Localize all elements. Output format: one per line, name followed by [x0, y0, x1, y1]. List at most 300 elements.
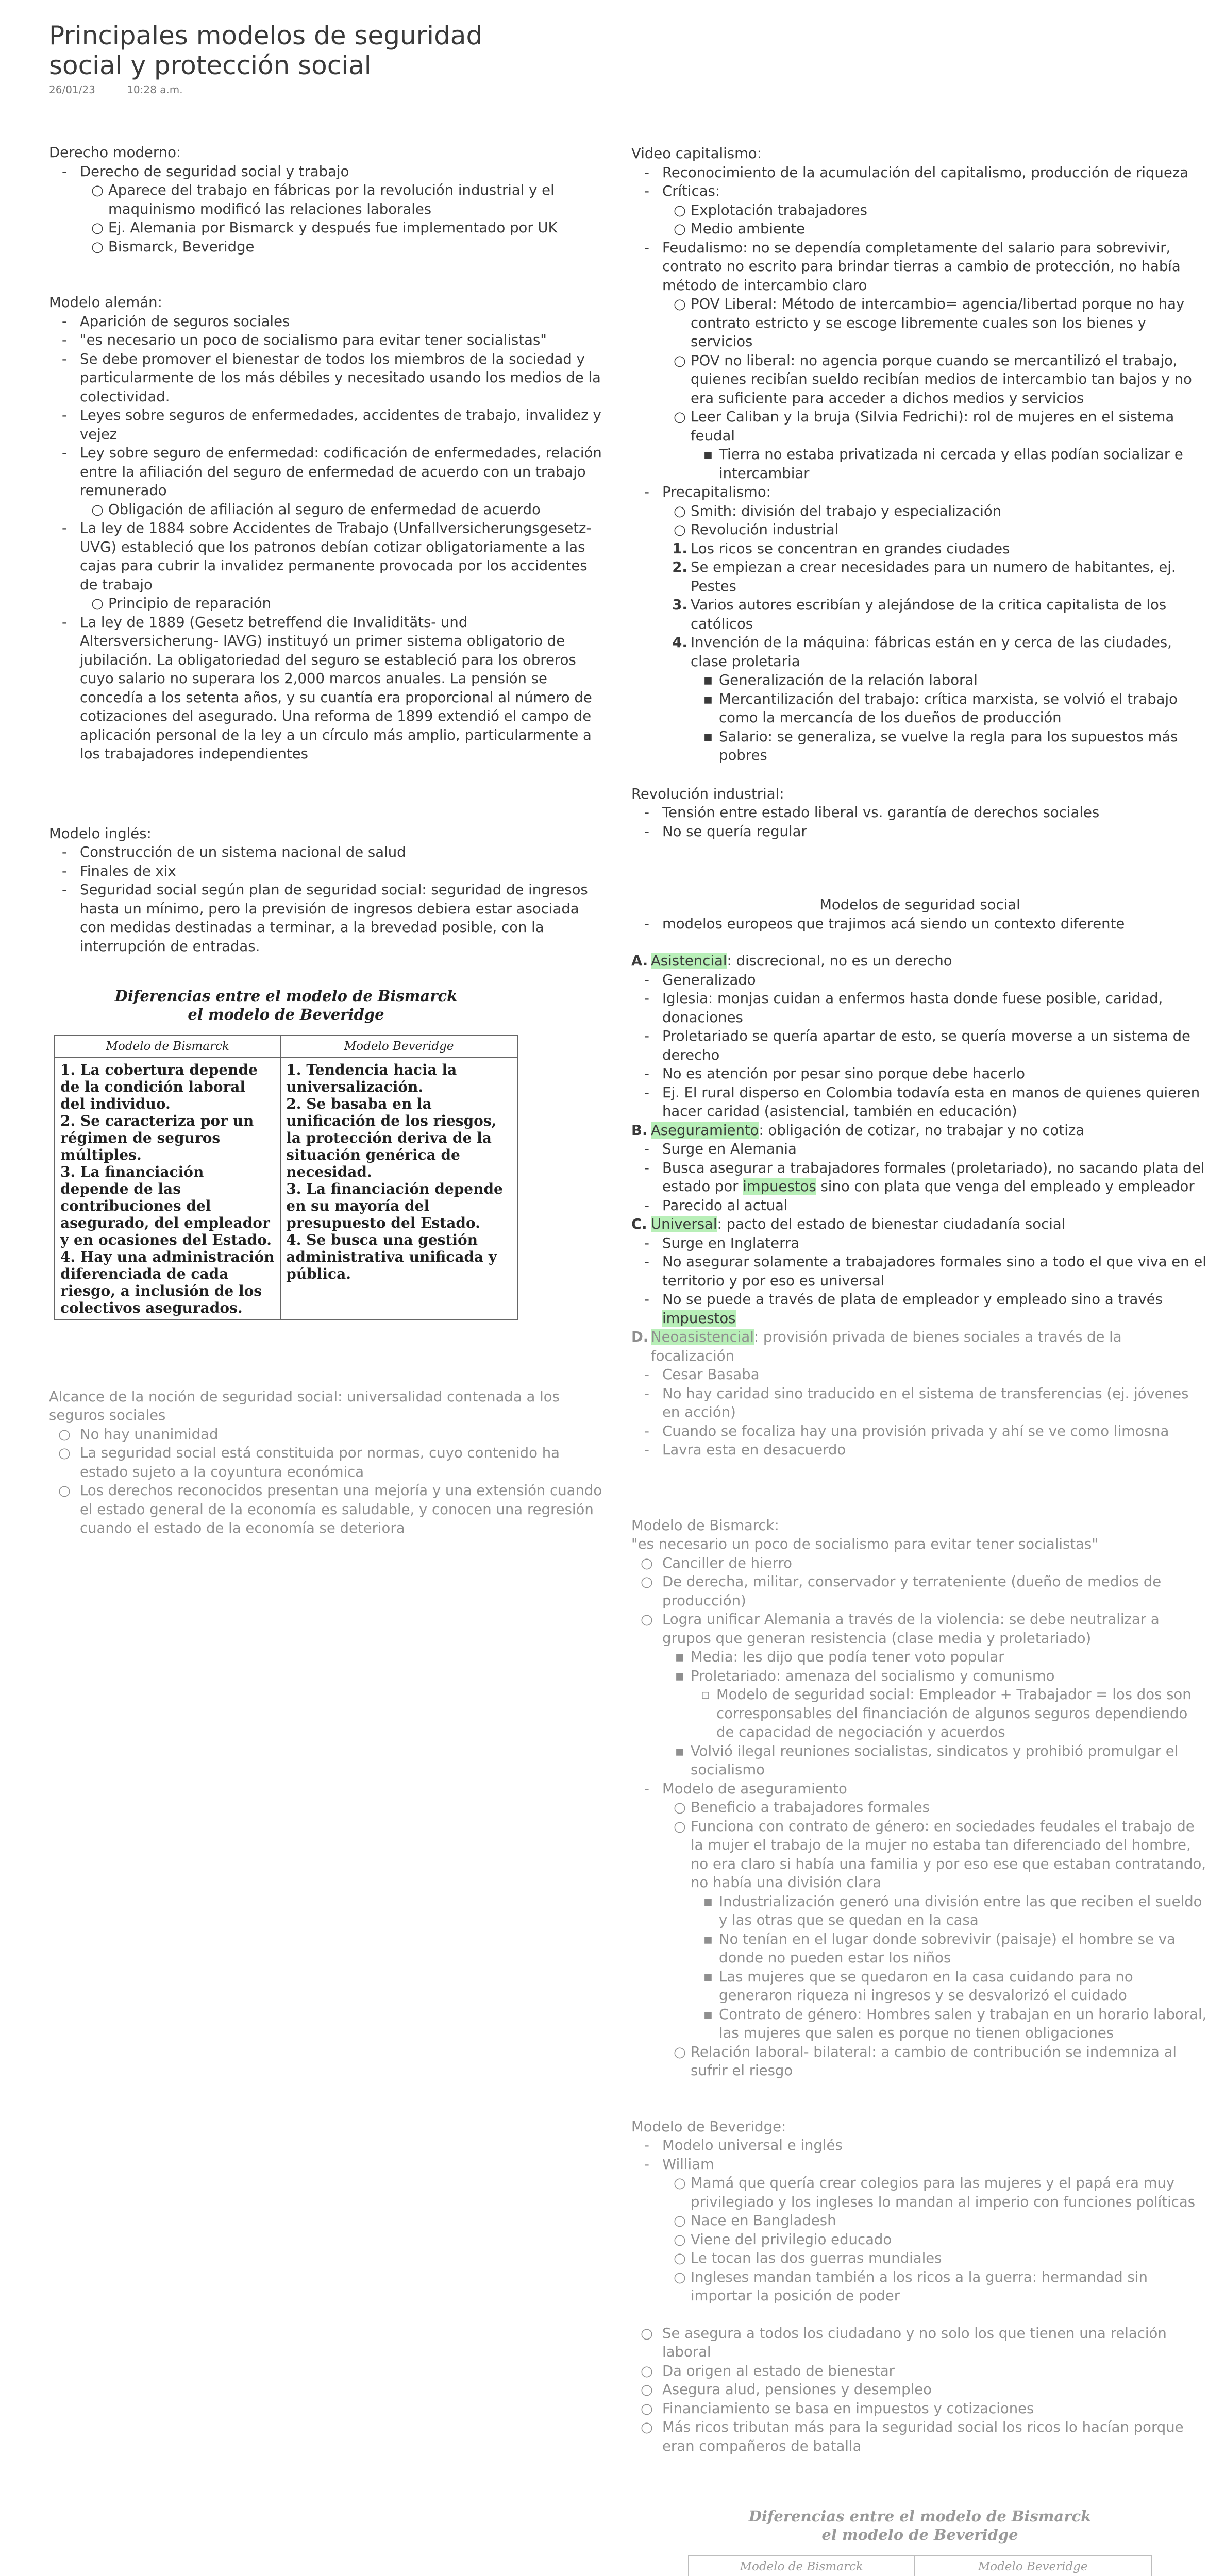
model-letter: C.: [631, 1216, 647, 1232]
model-heading: [631, 1215, 1209, 1234]
bullet-list: [49, 843, 603, 956]
nested-list: [691, 1892, 1212, 2043]
section-heading: Modelo de Beveridge:: [631, 2118, 786, 2135]
list-item-text: Principio de reparación: [108, 595, 272, 612]
list-item: [58, 1425, 603, 1444]
page-title: Principales modelos de seguridad social y protección social: [49, 21, 483, 80]
section-heading: Modelo inglés:: [49, 825, 152, 842]
bullet-marker: 2.: [672, 559, 687, 575]
section-heading: Revolución industrial:: [631, 785, 784, 802]
section-derecho-moderno: [49, 143, 603, 256]
list-item: [675, 1648, 1209, 1667]
list-item: [644, 2136, 1209, 2155]
bullet-marker: ▫: [700, 1686, 711, 1703]
list-item: [644, 822, 1209, 841]
section-heading: Modelo alemán:: [49, 294, 162, 311]
list-item-text: "es necesario un poco de socialismo para evitar tener socialistas": [80, 332, 547, 348]
section-heading: Video capitalismo:: [631, 145, 762, 162]
list-item-text: Ej. Alemania por Bismarck y después fue implementado por UK: [108, 219, 558, 236]
inline-highlight: impuestos: [743, 1178, 816, 1195]
list-item-text: William: [662, 2156, 714, 2173]
list-item-text: Aparece del trabajo en fábricas por la revolución industrial y el maquinismo modificó las relaciones laborales: [108, 182, 559, 217]
section-heading: Derecho moderno:: [49, 144, 181, 161]
list-item-text: Los derechos reconocidos presentan una mejoría y una extensión cuando el estado general de la economía es saludable, y conocen una regresión cuando el estado de la economía se deteriora: [80, 1482, 607, 1536]
model-section: [631, 1215, 1209, 1328]
table-cell-beveridge: 1. Tendencia hacia la universalización. 2. Se basaba en la unificación de los riesgos, la protección deriva de la situación genérica de necesidad. 3. La financiación depende en su mayoría del presupuesto del Estado. 4. Se busca una gestión administrativa unificada y pública.: [280, 1058, 517, 1320]
bullet-marker: ▪: [675, 1667, 685, 1684]
left-column: [49, 143, 607, 1538]
bullet-marker: -: [644, 971, 649, 988]
bullet-list: [49, 1425, 607, 1538]
section-modelos-seguridad-social: [631, 895, 1209, 1460]
list-item-text: Reconocimiento de la acumulación del capitalismo, producción de riqueza: [662, 164, 1189, 181]
comparison-figure-2: [631, 2507, 1209, 2576]
list-item-text: Leer Caliban y la bruja (Silvia Fedrichi): rol de mujeres en el sistema feudal: [691, 409, 1179, 444]
list-item-text: Las mujeres que se quedaron en la casa cuidando para no generaron riqueza ni ingresos y se desvalorizó el cuidado: [719, 1968, 1138, 2004]
bullet-marker: -: [644, 1084, 649, 1101]
list-item: [674, 1817, 1212, 2043]
list-item: [644, 1440, 1209, 1460]
list-item: [91, 218, 603, 238]
model-description: : provisión privada de bienes sociales a través de la focalización: [651, 1329, 1122, 1364]
list-item: [62, 862, 603, 881]
list-item: [641, 2324, 1209, 2362]
model-description: : obligación de cotizar, no trabajar y no cotiza: [759, 1122, 1085, 1139]
list-item-text: Se debe promover el bienestar de todos los miembros de la sociedad y particularmente de los más débiles y necesitado usando los medios de la colectividad.: [80, 350, 606, 405]
list-item: [644, 1083, 1209, 1121]
nested-list: [662, 295, 1209, 483]
bullet-marker: ▪: [675, 1742, 685, 1759]
list-item-text: Medio ambiente: [691, 221, 806, 237]
list-item: [91, 238, 603, 257]
list-item: [62, 331, 603, 350]
bullet-marker: ○: [91, 182, 104, 198]
model-letter: A.: [631, 953, 648, 969]
list-item-text: La seguridad social está constituida por normas, cuyo contenido ha estado sujeto a la coyuntura económica: [80, 1445, 564, 1480]
bullet-marker: -: [62, 445, 67, 461]
list-item: [62, 312, 603, 331]
bullet-marker: -: [62, 407, 67, 423]
list-item-text: Ej. El rural disperso en Colombia todavía esta en manos de quienes quieren hacer caridad (asistencial, también en educación): [662, 1084, 1204, 1120]
list-item: [91, 181, 603, 218]
section-heading: Modelos de seguridad social: [819, 896, 1020, 913]
list-item: [644, 239, 1209, 483]
list-item-text: Seguridad social según plan de seguridad social: seguridad de ingresos hasta un mínimo, pero la previsión de ingresos debiera estar asociada con medidas destinadas a terminar, a la brevedad posible, con la interrupción de entradas.: [80, 882, 593, 955]
bullet-list: [631, 1554, 1209, 1780]
bullet-marker: ○: [674, 409, 686, 425]
bullet-marker: -: [62, 862, 67, 879]
list-item-text: Generalización de la relación laboral: [719, 672, 978, 688]
model-description: : discrecional, no es un derecho: [727, 953, 952, 969]
list-item: [62, 350, 606, 406]
bullet-marker: ▪: [675, 1649, 685, 1665]
bullet-marker: -: [644, 1291, 649, 1308]
list-item-text: Surge en Inglaterra: [662, 1234, 800, 1251]
bullet-marker: -: [62, 350, 67, 367]
list-item: [674, 219, 1209, 239]
list-item: [700, 1685, 1209, 1742]
list-item: [674, 2249, 1209, 2268]
inline-highlight: impuestos: [662, 1310, 736, 1327]
list-item-text: Mamá que quería crear colegios para las mujeres y el papá era muy privilegiado y los ingleses lo mandan al imperio con funciones políticas: [691, 2175, 1196, 2210]
bullet-marker: -: [644, 1253, 649, 1270]
nested-list: [662, 502, 1209, 765]
bullet-marker: ○: [641, 2419, 653, 2435]
list-item: [641, 2418, 1209, 2455]
list-item-text: Leyes sobre seguros de enfermedades, accidentes de trabajo, invalidez y vejez: [80, 407, 606, 443]
bullet-marker: ○: [674, 296, 686, 312]
list-item-text: POV Liberal: Método de intercambio= agencia/libertad porque no hay contrato estricto y se escoge libremente cuales son los bienes y servicios: [691, 296, 1189, 350]
list-item-text: Derecho de seguridad social y trabajo: [80, 163, 349, 180]
list-item-text: No se puede a través de plata de empleador y empleado sino a través impuestos: [662, 1291, 1167, 1327]
list-item: [644, 914, 1209, 934]
section-modelo-aleman: [49, 293, 607, 764]
list-item: [644, 1422, 1209, 1441]
bullet-marker: ▪: [703, 2006, 713, 2023]
bullet-marker: -: [644, 239, 649, 256]
list-item: [703, 1892, 1209, 1930]
list-item-text: No hay unanimidad: [80, 1426, 219, 1443]
list-item-text: Modelo de aseguramiento: [662, 1780, 847, 1797]
bullet-marker: ○: [674, 502, 686, 519]
list-item: [703, 1968, 1209, 2005]
model-heading: [631, 1328, 1209, 1365]
table-header-bismarck: Modelo de Bismarck: [55, 1036, 280, 1058]
list-item: [58, 1444, 603, 1481]
bullet-marker: ▪: [703, 690, 713, 707]
list-item-text: Feudalismo: no se dependía completamente del salario para sobrevivir, contrato no escrito para brindar tierras a cambio de protección, no había método de intercambio claro: [662, 239, 1185, 294]
list-item-text: Los ricos se concentran en grandes ciudades: [691, 540, 1010, 557]
list-item: [644, 989, 1209, 1027]
list-item: [644, 1196, 1209, 1215]
list-item: [62, 843, 603, 862]
list-item: [703, 727, 1209, 765]
nested-list: [80, 594, 603, 613]
bullet-marker: ▪: [703, 672, 713, 688]
table-header-beveridge: Modelo Beveridge: [914, 2556, 1151, 2576]
list-item-text: Precapitalismo:: [662, 484, 771, 500]
list-item-text: Construcción de un sistema nacional de salud: [80, 844, 406, 860]
list-item: [644, 2155, 1209, 2306]
bullet-marker: ○: [674, 1818, 686, 1835]
list-item: [703, 671, 1209, 690]
bullet-marker: -: [644, 1141, 649, 1157]
bullet-marker: ○: [674, 2231, 686, 2248]
section-modelo-bismarck: [631, 1516, 1212, 2080]
list-item-text: De derecha, militar, conservador y terrateniente (dueño de medios de producción): [662, 1573, 1166, 1609]
list-item: [674, 2230, 1209, 2249]
list-item-text: Varios autores escribían y alejándose de la critica capitalista de los católicos: [691, 597, 1171, 632]
list-item: [91, 500, 603, 519]
bullet-marker: -: [644, 2137, 649, 2154]
bullet-marker: -: [62, 163, 67, 180]
nested-list: [662, 1798, 1212, 2080]
bullet-marker: -: [644, 990, 649, 1007]
list-item-text: Proletariado: amenaza del socialismo y comunismo: [691, 1667, 1055, 1684]
list-item: [644, 1780, 1212, 2080]
list-item-text: Iglesia: monjas cuidan a enfermos hasta donde fuese posible, caridad, donaciones: [662, 990, 1168, 1026]
list-item-text: Asegura alud, pensiones y desempleo: [662, 2381, 932, 2398]
model-section: [631, 1328, 1209, 1460]
bullet-marker: ○: [91, 501, 104, 518]
list-item: [62, 162, 603, 257]
list-item: [672, 539, 1209, 558]
list-item: [644, 1027, 1209, 1064]
list-item: [674, 351, 1209, 408]
list-item: [644, 163, 1209, 182]
bullet-marker: -: [62, 332, 67, 348]
list-item-text: No es atención por pesar sino porque debe hacerlo: [662, 1065, 1025, 1082]
bullet-marker: ○: [641, 1554, 653, 1571]
bullet-marker: ○: [674, 521, 686, 538]
nested-list: [662, 2174, 1209, 2306]
bullet-marker: ○: [674, 221, 686, 237]
bullet-marker: ○: [674, 2268, 686, 2285]
list-item: [703, 2005, 1212, 2043]
model-section: [631, 1121, 1209, 1215]
list-item: [644, 1234, 1209, 1253]
section-heading: Modelo de Bismarck:: [631, 1517, 779, 1534]
list-item: [644, 1365, 1209, 1384]
list-item-text: Le tocan las dos guerras mundiales: [691, 2250, 942, 2266]
model-label-highlight: Universal: [651, 1216, 717, 1232]
list-item-text: Ingleses mandan también a los ricos a la guerra: hermandad sin importar la posición de poder: [691, 2268, 1152, 2304]
list-item: [641, 2399, 1209, 2418]
bullet-marker: ○: [91, 238, 104, 255]
bullet-marker: -: [644, 164, 649, 181]
models-list: [631, 952, 1209, 1460]
list-item-text: Relación laboral- bilateral: a cambio de contribución se indemniza al sufrir el riesgo: [691, 2043, 1181, 2079]
bullet-marker: 3.: [672, 597, 687, 613]
table-header-beveridge: Modelo Beveridge: [280, 1036, 517, 1058]
list-item: [62, 444, 607, 519]
list-item-text: Logra unificar Alemania a través de la violencia: se debe neutralizar a grupos que generan resistencia (clase media y proletariado): [662, 1611, 1164, 1647]
list-item: [62, 519, 603, 613]
list-item: [674, 408, 1209, 483]
list-item: [644, 1159, 1210, 1196]
bullet-marker: ○: [674, 2250, 686, 2266]
bullet-marker: -: [644, 1385, 649, 1402]
list-item-text: POV no liberal: no agencia porque cuando se mercantilizó el trabajo, quienes recibían sueldo recibían medios de intercambio tan bajos y no era suficiente para acceder a dichos medios y servicios: [691, 352, 1197, 406]
list-item: [672, 558, 1209, 596]
list-item-text: Cesar Basaba: [662, 1366, 760, 1383]
bullet-marker: ▪: [703, 1930, 713, 1947]
bullet-list: [631, 971, 1209, 1121]
bullet-list: [631, 2136, 1209, 2306]
list-item-text: Ley sobre seguro de enfermedad: codificación de enfermedades, relación entre la afiliación del seguro de enfermedad de acuerdo con un trabajo remunerado: [80, 445, 607, 499]
bullet-marker: ○: [58, 1445, 71, 1461]
list-item: [644, 1252, 1211, 1290]
list-item-text: La ley de 1884 sobre Accidentes de Trabajo (Unfallversicherungsgesetz- UVG) estableció que los patronos debían cotizar obligatoriamente a las cajas para cubrir la invalidez permanente provocada por los accidentes de trabajo: [80, 520, 596, 593]
bullet-marker: ○: [58, 1482, 71, 1499]
bullet-marker: ○: [674, 2043, 686, 2060]
nested-list: [662, 1648, 1209, 1780]
list-item-text: Industrialización generó una división entre las que reciben el sueldo y las otras que se quedan en la casa: [719, 1893, 1207, 1928]
list-item-text: Invención de la máquina: fábricas están en y cerca de las ciudades, clase proletaria: [691, 634, 1177, 670]
section-heading: Alcance de la noción de seguridad social: universalidad contenada a los seguros sociales: [49, 1388, 564, 1423]
bullet-marker: ○: [674, 2175, 686, 2191]
section-revolucion-industrial: [631, 785, 1209, 841]
bullet-list: [49, 162, 603, 257]
bullet-list: [631, 1780, 1212, 2080]
bullet-marker: -: [644, 1780, 649, 1797]
list-item: [672, 633, 1209, 765]
bullet-marker: ▪: [703, 728, 713, 745]
list-item-text: Se empiezan a crear necesidades para un numero de habitantes, ej. Pestes: [691, 559, 1181, 595]
bullet-list: [49, 312, 607, 764]
list-item: [674, 2043, 1209, 2080]
list-item-text: Revolución industrial: [691, 521, 839, 538]
bullet-marker: ○: [91, 595, 104, 612]
list-item-text: Modelo universal e inglés: [662, 2137, 843, 2154]
model-description: : pacto del estado de bienestar ciudadanía social: [717, 1216, 1066, 1232]
bullet-marker: -: [644, 915, 649, 932]
list-item: [644, 1140, 1209, 1159]
list-item: [62, 880, 603, 956]
list-item-text: Cuando se focaliza hay una provisión privada y ahí se ve como limosna: [662, 1422, 1169, 1439]
list-item-text: Nace en Bangladesh: [691, 2212, 836, 2229]
bullet-marker: -: [644, 1065, 649, 1082]
model-letter: D.: [631, 1329, 649, 1345]
bullet-marker: ○: [674, 1799, 686, 1816]
list-item: [62, 613, 603, 764]
bullet-marker: ○: [674, 352, 686, 369]
list-item-text: modelos europeos que trajimos acá siendo un contexto diferente: [662, 915, 1125, 932]
bullet-marker: -: [62, 844, 67, 860]
bullet-marker: 4.: [672, 634, 687, 651]
model-heading: [631, 1121, 1209, 1140]
bullet-list: [631, 1234, 1209, 1328]
bullet-marker: -: [62, 614, 67, 631]
page-time: 10:28 a.m.: [127, 83, 183, 96]
list-item-text: Lavra esta en desacuerdo: [662, 1442, 846, 1458]
bullet-marker: -: [644, 823, 649, 840]
list-item: [674, 201, 1209, 220]
list-item-text: Mercantilización del trabajo: crítica marxista, se volvió el trabajo como la mercancía de los dueños de producción: [719, 690, 1182, 726]
list-item: [672, 596, 1209, 633]
nested-list: [80, 500, 603, 519]
list-item: [644, 182, 1209, 239]
list-item-text: Aparición de seguros sociales: [80, 313, 290, 330]
page-meta: [49, 83, 211, 96]
list-item: [674, 520, 1209, 539]
bullet-marker: -: [644, 2156, 649, 2173]
list-item: [703, 1930, 1209, 1968]
list-item-text: Smith: división del trabajo y especialización: [691, 502, 1002, 519]
list-item-text: Tensión entre estado liberal vs. garantía de derechos sociales: [662, 804, 1100, 821]
comparison-table: [54, 1035, 518, 1320]
list-item-text: Generalizado: [662, 971, 756, 988]
bullet-marker: -: [644, 1422, 649, 1439]
nested-list: [691, 671, 1209, 765]
table-header-bismarck: Modelo de Bismarck: [689, 2556, 914, 2576]
list-item: [641, 2362, 1209, 2381]
bullet-marker: -: [644, 804, 649, 821]
list-item: [644, 1064, 1209, 1083]
section-alcance: [49, 1387, 607, 1538]
figure-caption: Diferencias entre el modelo de Bismarck el modelo de Beveridge: [114, 987, 458, 1023]
list-item: [641, 1610, 1209, 1780]
list-item-text: No asegurar solamente a trabajadores formales sino a todo el que viva en el territorio y por eso es universal: [662, 1253, 1211, 1289]
list-item-text: Contrato de género: Hombres salen y trabajan en un horario laboral, las mujeres que salen es porque no tienen obligaciones: [719, 2006, 1212, 2041]
bullet-marker: ○: [641, 1573, 653, 1590]
list-item: [58, 1481, 607, 1538]
bullet-marker: -: [644, 1197, 649, 1214]
list-item: [675, 1667, 1209, 1742]
list-item-text: Surge en Alemania: [662, 1141, 797, 1157]
list-item-text: Volvió ilegal reuniones socialistas, sindicatos y prohibió promulgar el socialismo: [691, 1742, 1183, 1778]
bullet-marker: ○: [641, 2381, 653, 2398]
section-modelo-ingles: [49, 824, 603, 956]
bullet-list: [631, 803, 1209, 841]
bullet-marker: -: [644, 1366, 649, 1383]
bismarck-quote: "es necesario un poco de socialismo para evitar tener socialistas": [631, 1536, 1098, 1552]
bullet-marker: ○: [58, 1426, 71, 1443]
list-item-text: Se asegura a todos los ciudadano y no solo los que tienen una relación laboral: [662, 2325, 1171, 2360]
list-item-text: Críticas:: [662, 183, 720, 199]
bullet-marker: ○: [641, 2362, 653, 2379]
bullet-marker: ▪: [703, 1968, 713, 1985]
list-item: [91, 594, 603, 613]
bullet-marker: ○: [674, 2212, 686, 2229]
bullet-marker: -: [62, 520, 67, 536]
list-item: [674, 1798, 1209, 1817]
nested-list: [691, 1685, 1209, 1742]
list-item: [641, 1572, 1209, 1610]
bullet-marker: -: [644, 1028, 649, 1044]
bullet-marker: ▪: [703, 1893, 713, 1910]
table-cell-bismarck: 1. La cobertura depende de la condición laboral del individuo. 2. Se caracteriza por un régimen de seguros múltiples. 3. La financiación depende de las contribuciones del asegurado, del empleador y en ocasiones del Estado. 4. Hay una administración diferenciada de cada riesgo, a inclusión de los colectivos asegurados.: [55, 1058, 280, 1320]
bullet-marker: ○: [641, 1611, 653, 1628]
list-item-text: Financiamiento se basa en impuestos y cotizaciones: [662, 2400, 1034, 2417]
list-item-text: Explotación trabajadores: [691, 201, 867, 218]
list-item-text: Más ricos tributan más para la seguridad social los ricos lo hacían porque eran compañeros de batalla: [662, 2419, 1188, 2454]
list-item-text: Salario: se generaliza, se vuelve la regla para los supuestos más pobres: [719, 728, 1183, 764]
list-item: [703, 445, 1209, 483]
nested-list: [662, 201, 1209, 239]
bullet-marker: 1.: [672, 540, 687, 557]
bullet-marker: ○: [91, 219, 104, 236]
list-item: [674, 295, 1209, 351]
comparison-figure: [49, 987, 523, 1320]
bullet-marker: -: [62, 882, 67, 898]
section-video-capitalismo: [631, 144, 1209, 765]
list-item-text: La ley de 1889 (Gesetz betreffend die Invaliditäts- und Altersversicherung- IAVG) instituyó un primer sistema obligatorio de jubilación. La obligatoriedad del seguro se estableció para los obreros cuyo salario no superara los 2,000 marcos anuales. La pensión se concedía a los setenta años, y su cuantía era proporcional al número de cotizaciones del asegurado. Una reforma de 1899 extendió el campo de aplicación personal de la ley a un círculo más amplio, particularmente a los trabajadores independientes: [80, 614, 597, 762]
bullet-list: [631, 1365, 1209, 1460]
list-item: [641, 2380, 1209, 2399]
bullet-marker: -: [644, 484, 649, 500]
list-item-text: Modelo de seguridad social: Empleador + Trabajador = los dos son corresponsables del financiación de algunos seguros dependiendo de capacidad de negociación y acuerdos: [716, 1686, 1196, 1740]
list-item-text: Canciller de hierro: [662, 1554, 792, 1571]
list-item-text: Busca asegurar a trabajadores formales (proletariado), no sacando plata del estado por impuestos sino con plata que venga del empleado y empleador: [662, 1159, 1210, 1195]
list-item-text: No tenían en el lugar donde sobrevivir (paisaje) el hombre se va donde no pueden estar los niños: [719, 1930, 1180, 1966]
right-column: [631, 144, 1212, 2576]
list-item-text: Finales de xix: [80, 862, 176, 879]
list-item-text: Viene del privilegio educado: [691, 2231, 892, 2248]
list-item: [644, 803, 1209, 822]
bullet-marker: ▪: [703, 446, 713, 463]
list-item: [644, 1384, 1209, 1422]
list-item: [641, 1554, 1209, 1573]
bullet-marker: -: [62, 313, 67, 330]
nested-list: [691, 445, 1209, 483]
list-item-text: Beneficio a trabajadores formales: [691, 1799, 930, 1816]
list-item: [674, 2211, 1209, 2230]
model-section: [631, 952, 1209, 1121]
list-item-text: Tierra no estaba privatizada ni cercada y ellas podían socializar e intercambiar: [719, 446, 1188, 482]
list-item: [644, 1290, 1209, 1328]
bullet-marker: -: [644, 183, 649, 199]
